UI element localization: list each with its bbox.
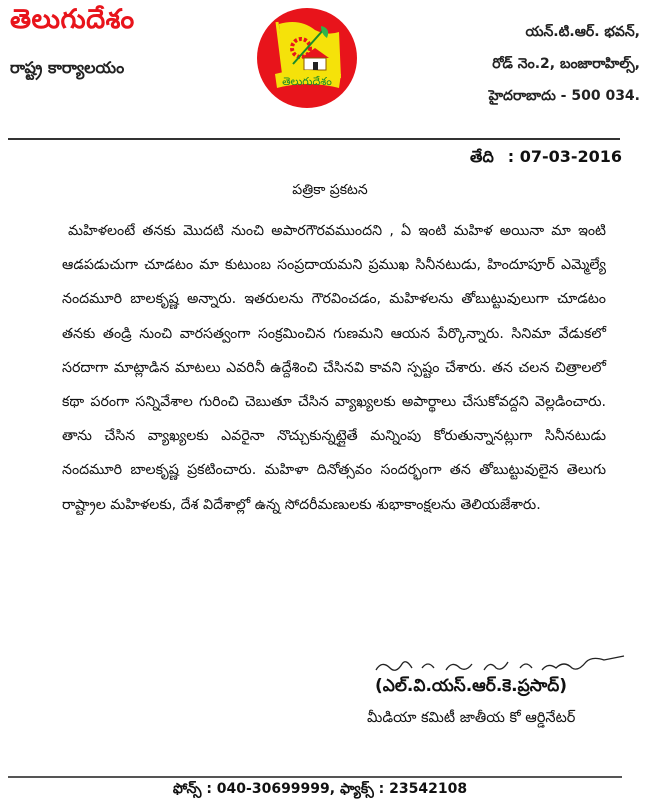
- press-release-body: [62, 214, 606, 522]
- date-label: తేది: [470, 147, 494, 166]
- date-value: : 07-03-2016: [507, 147, 623, 166]
- handwritten-signature-icon: [372, 650, 632, 678]
- signatory-role: మీడియా కమిటీ జాతీయ కో ఆర్డినేటర్: [367, 710, 576, 726]
- footer-divider: [8, 776, 622, 778]
- signatory-name: (ఎల్.వి.యస్.ఆర్.కె.ప్రసాద్): [375, 676, 567, 696]
- address-line-1: యన్.టి.ఆర్. భవన్,: [525, 24, 640, 40]
- press-release-paragraph: మహిళలంటే తనకు మొదటి నుంచి అపారగౌరవముందని , ఏ ఇంటి మహిళ అయినా మా ఇంటి ఆడపడుచుగా చూడటం మా కుటుంబ సంప్రదాయమని ప్రముఖ సినీనటుడు, హిందూపూర్ ఎమ్మెల్యే నందమూరి బాలకృష్ణ అన్నారు. ఇతరులను గౌరవించడం, మహిళలను తోబుట్టువులుగా చూడటం తనకు తండ్రి నుంచి వారసత్వంగా సంక్రమించిన గుణమని ఆయన పేర్కొన్నారు. సినిమా వేడుకలో సరదాగా మాట్లాడిన మాటలు ఎవరినీ ఉద్దేశించి చేసినవి కావని స్పష్టం చేశారు. తన చలన చిత్రాలలో కథా పరంగా సన్నివేశాల గురించి చెబుతూ చేసిన వ్యాఖ్యలకు అపార్థాలు చేసుకోవద్దని వెల్లడించారు. తాను చేసిన వ్యాఖ్యలకు ఎవరైనా నొచ్చుకున్నట్లైతే మన్నింపు కోరుతున్నానట్లుగా సినీనటుడు నందమూరి బాలకృష్ణ ప్రకటించారు. మహిళా దినోత్సవం సందర్భంగా తన తోబుట్టువులైన తెలుగు రాష్ట్రాల మహిళలకు, దేశ విదేశాల్లో ఉన్న సోదరీమణులకు శుభాకాంక్షలను తెలియజేశారు.: [62, 223, 606, 513]
- contact-info: ఫోన్స్ : 040-30699999, ఫ్యాక్స్ : 23542108: [172, 781, 468, 797]
- document-title: పత్రికా ప్రకటన: [292, 182, 368, 198]
- office-name: రాష్ట్ర కార్యాలయం: [10, 58, 125, 77]
- address-line-2: రోడ్ నెం.2, బంజారాహిల్స్,: [492, 56, 640, 72]
- logo-caption: తెలుగుదేశం: [282, 75, 332, 88]
- address-line-3: హైదరాబాదు - 500 034.: [488, 88, 640, 104]
- date-line: [470, 147, 622, 170]
- header-divider: [8, 138, 620, 140]
- party-name: తెలుగుదేశం: [10, 4, 135, 35]
